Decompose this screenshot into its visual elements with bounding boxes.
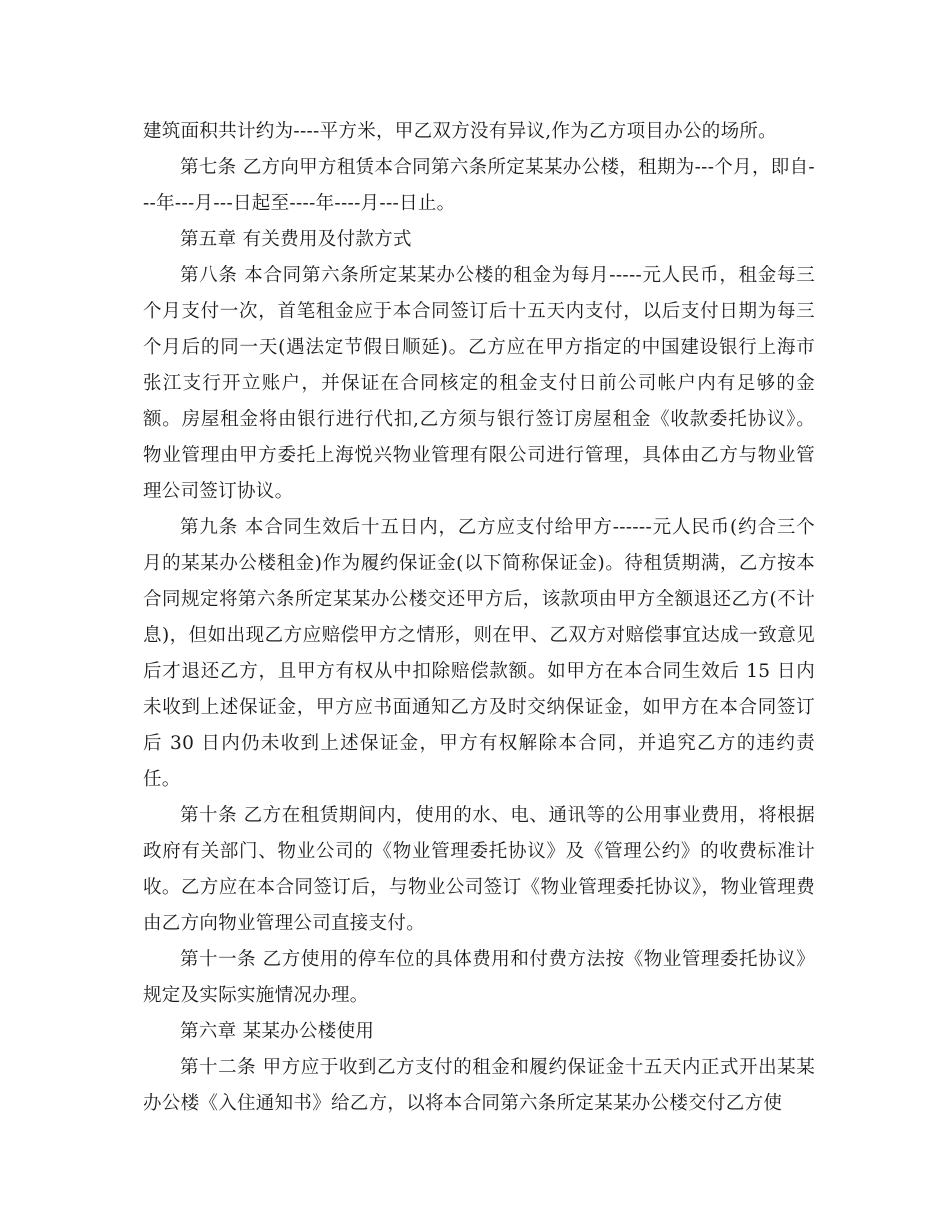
document-body [143,114,815,1122]
article-8: 第八条 本合同第六条所定某某办公楼的租金为每月-----元人民币，租金每三个月支付一次，首笔租金应于本合同签订后十五天内支付，以后支付日期为每三个月后的同一天(遇法定节假日顺延)。乙方应在甲方指定的中国建设银行上海市张江支行开立账户，并保证在合同核定的租金支付日前公司帐户内有足够的金额。房屋租金将由银行进行代扣,乙方须与银行签订房屋租金《收款委托协议》。物业管理由甲方委托上海悦兴物业管理有限公司进行管理，具体由乙方与物业管理公司签订协议。 [143,265,815,502]
chapter-5-heading: 第五章 有关费用及付款方式 [180,229,412,250]
article-9: 第九条 本合同生效后十五日内，乙方应支付给甲方------元人民币(约合三个月的某某办公楼租金)作为履约保证金(以下简称保证金)。待租赁期满，乙方按本合同规定将第六条所定某某办公楼交还甲方后，该款项由甲方全额退还乙方(不计息)，但如出现乙方应赔偿甲方之情形，则在甲、乙双方对赔偿事宜达成一致意见后才退还乙方，且甲方有权从中扣除赔偿款额。如甲方在本合同生效后 15 日内未收到上述保证金，甲方应书面通知乙方及时交纳保证金，如甲方在本合同签订后 30 日内仍未收到上述保证金，甲方有权解除本合同，并追究乙方的违约责任。 [143,517,815,790]
article-10: 第十条 乙方在租赁期间内，使用的水、电、通讯等的公用事业费用，将根据政府有关部门、物业公司的《物业管理委托协议》及《管理公约》的收费标准计收。乙方应在本合同签订后，与物业公司签订《物业管理委托协议》，物业管理费由乙方向物业管理公司直接支付。 [143,805,815,934]
article-12: 第十二条 甲方应于收到乙方支付的租金和履约保证金十五天内正式开出某某办公楼《入住通知书》给乙方，以将本合同第六条所定某某办公楼交付乙方使 [143,1057,815,1114]
article-7: 第七条 乙方向甲方租赁本合同第六条所定某某办公楼，租期为---个月，即自---年---月---日起至----年----月---日止。 [143,157,815,214]
paragraph-area-continuation: 建筑面积共计约为----平方米，甲乙双方没有异议,作为乙方项目办公的场所。 [143,121,777,142]
article-11: 第十一条 乙方使用的停车位的具体费用和付费方法按《物业管理委托协议》规定及实际实施情况办理。 [143,949,815,1006]
chapter-6-heading: 第六章 某某办公楼使用 [180,1021,375,1042]
